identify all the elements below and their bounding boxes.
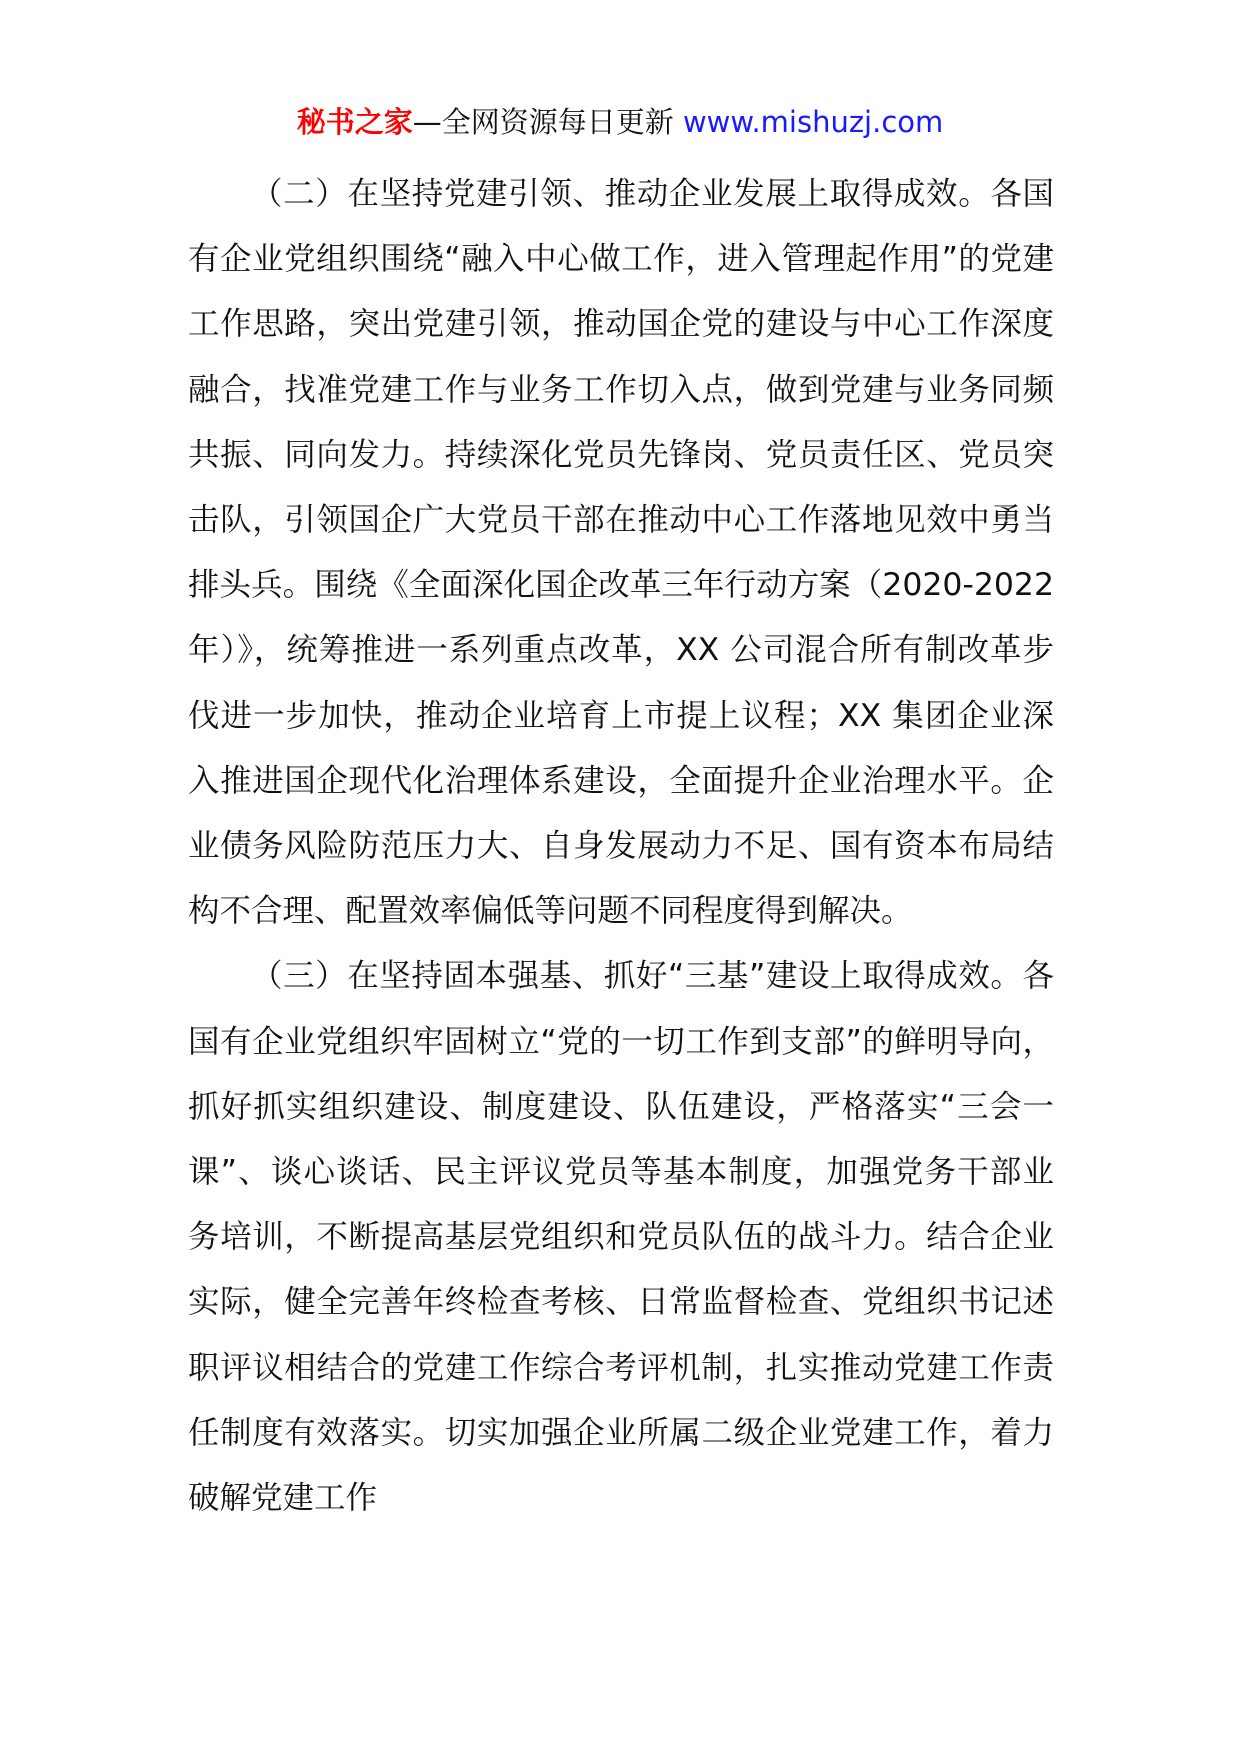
paragraph-section-3: （三）在坚持固本强基、抓好“三基”建设上取得成效。各国有企业党组织牢固树立“党的一切工作到支部”的鲜明导向，抓好抓实组织建设、制度建设、队伍建设，严格落实“三会一课”、谈心谈话、民主评议党员等基本制度，加强党务干部业务培训，不断提高基层党组织和党员队伍的战斗力。结合企业实际，健全完善年终检查考核、日常监督检查、党组织书记述职评议相结合的党建工作综合考评机制，扎实推动党建工作责任制度有效落实。切实加强企业所属二级企业党建工作，着力破解党建工作 <box>188 958 1054 1517</box>
brand-name: 秘书之家 <box>296 105 413 139</box>
site-slogan: —全网资源每日更新 <box>412 105 674 139</box>
document-body <box>188 162 1054 1531</box>
site-url: www.mishuzj.com <box>682 105 944 139</box>
paragraph-section-2: （二）在坚持党建引领、推动企业发展上取得成效。各国有企业党组织围绕“融入中心做工作，进入管理起作用”的党建工作思路，突出党建引领，推动国企党的建设与中心工作深度融合，找准党建工作与业务工作切入点，做到党建与业务同频共振、同向发力。持续深化党员先锋岗、党员责任区、党员突击队，引领国企广大党员干部在推动中心工作落地见效中勇当排头兵。围绕《全面深化国企改革三年行动方案（2020-2022 年）》，统筹推进一系列重点改革，XX 公司混合所有制改革步伐进一步加快，推动企业培育上市提上议程；XX 集团企业深入推进国企现代化治理体系建设，全面提升企业治理水平。企业债务风险防范压力大、自身发展动力不足、国有资本布局结构不合理、配置效率偏低等问题不同程度得到解决。 <box>188 176 1054 930</box>
site-watermark-header <box>0 100 1240 144</box>
